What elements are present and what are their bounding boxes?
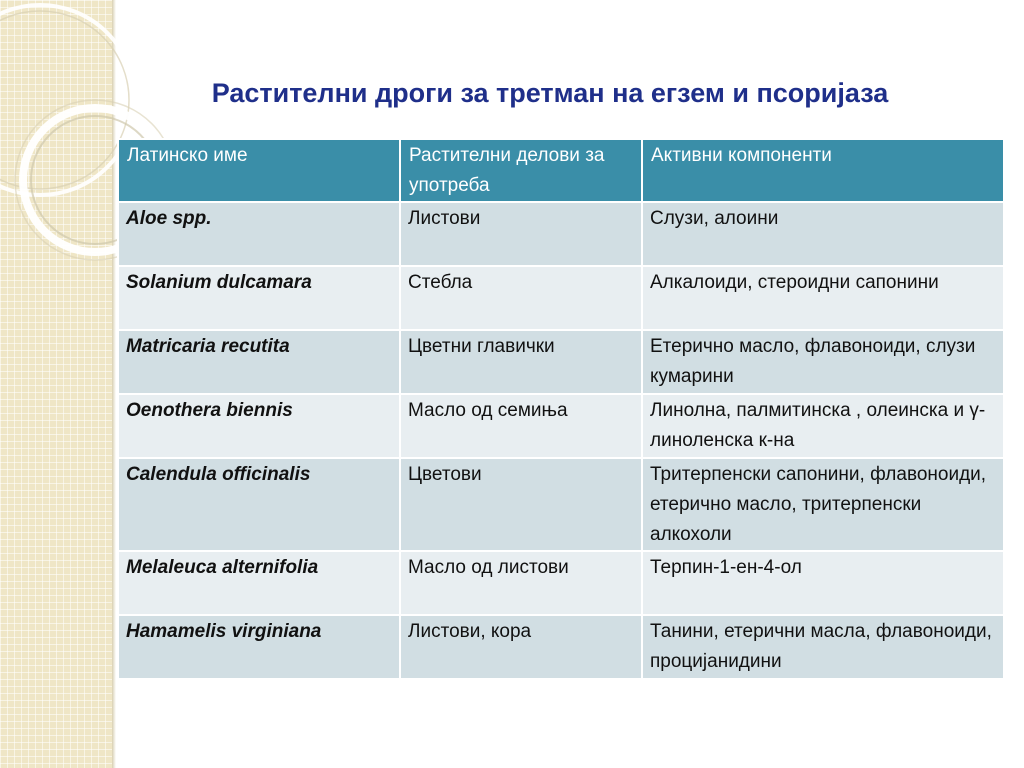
cell-active-components: Терпин-1-ен-4-ол <box>642 551 1004 615</box>
cell-latin-name: Oenothera biennis <box>118 394 400 458</box>
cell-latin-name: Hamamelis virginiana <box>118 615 400 679</box>
cell-plant-parts: Стебла <box>400 266 642 330</box>
table-row <box>118 266 1004 330</box>
cell-plant-parts: Цветни главички <box>400 330 642 394</box>
herbal-drugs-table <box>117 138 1005 680</box>
cell-active-components: Танини, етерични масла, флавоноиди, процијанидини <box>642 615 1004 679</box>
cell-latin-name: Aloe spp. <box>118 202 400 266</box>
header-active-components: Активни компоненти <box>642 139 1004 202</box>
cell-active-components: Етерично масло, флавоноиди, слузи кумарини <box>642 330 1004 394</box>
table-row <box>118 202 1004 266</box>
cell-latin-name: Matricaria recutita <box>118 330 400 394</box>
table-row <box>118 330 1004 394</box>
cell-active-components: Тритерпенски сапонини, флавоноиди, етерично масло, тритерпенски алкохоли <box>642 458 1004 551</box>
cell-plant-parts: Листови <box>400 202 642 266</box>
cell-latin-name: Solanium dulcamara <box>118 266 400 330</box>
cell-plant-parts: Масло од семиња <box>400 394 642 458</box>
cell-latin-name: Calendula officinalis <box>118 458 400 551</box>
table-row <box>118 394 1004 458</box>
table-header-row <box>118 139 1004 202</box>
cell-plant-parts: Листови, кора <box>400 615 642 679</box>
cell-plant-parts: Масло од листови <box>400 551 642 615</box>
header-plant-parts: Растителни делови за употреба <box>400 139 642 202</box>
cell-active-components: Слузи, алоини <box>642 202 1004 266</box>
slide-title: Растителни дроги за третман на егзем и псоријаза <box>211 78 889 108</box>
table-row <box>118 615 1004 679</box>
cell-plant-parts: Цветови <box>400 458 642 551</box>
table-row <box>118 551 1004 615</box>
cell-active-components: Линолна, палмитинска , олеинска и γ-линоленска к-на <box>642 394 1004 458</box>
table-row <box>118 458 1004 551</box>
header-latin-name: Латинско име <box>118 139 400 202</box>
cell-latin-name: Melaleuca alternifolia <box>118 551 400 615</box>
cell-active-components: Алкалоиди, стероидни сапонини <box>642 266 1004 330</box>
